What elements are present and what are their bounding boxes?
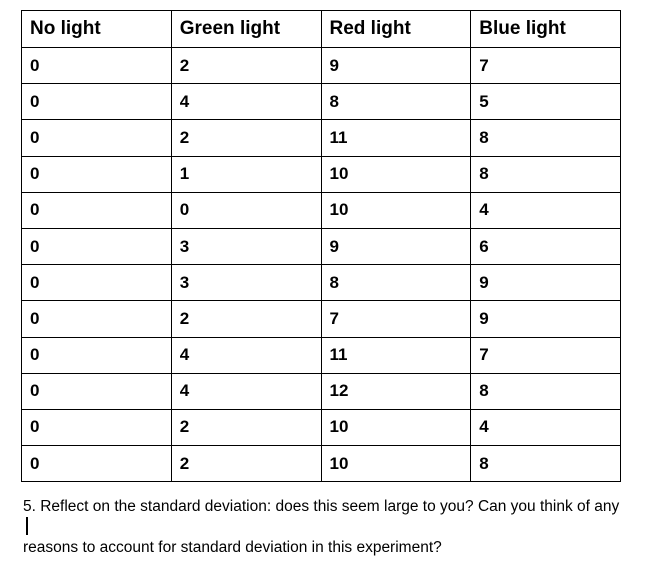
table-row — [22, 84, 621, 120]
table-row — [22, 337, 621, 373]
question-line-2: reasons to account for standard deviation in this experiment? — [23, 539, 442, 556]
table-cell: 2 — [171, 301, 321, 337]
table-cell: 1 — [171, 156, 321, 192]
column-header: Blue light — [471, 11, 621, 48]
table-cell: 11 — [321, 337, 471, 373]
table-cell: 0 — [22, 156, 172, 192]
table-cell: 4 — [171, 84, 321, 120]
table-row — [22, 156, 621, 192]
column-header: Red light — [321, 11, 471, 48]
table-cell: 8 — [471, 373, 621, 409]
table-row — [22, 48, 621, 84]
table-cell: 9 — [471, 265, 621, 301]
table-row — [22, 192, 621, 228]
table-cell: 0 — [22, 192, 172, 228]
table-cell: 8 — [471, 446, 621, 482]
table-cell: 2 — [171, 48, 321, 84]
table-cell: 7 — [471, 48, 621, 84]
table-cell: 0 — [22, 409, 172, 445]
table-row — [22, 265, 621, 301]
table-header-row — [22, 11, 621, 48]
column-header: No light — [22, 11, 172, 48]
table-row — [22, 409, 621, 445]
table-cell: 0 — [171, 192, 321, 228]
table-cell: 2 — [171, 409, 321, 445]
table-cell: 2 — [171, 120, 321, 156]
table-cell: 9 — [321, 228, 471, 264]
table-row — [22, 228, 621, 264]
table-cell: 3 — [171, 228, 321, 264]
table-cell: 9 — [471, 301, 621, 337]
table-cell: 4 — [171, 373, 321, 409]
table-cell: 0 — [22, 120, 172, 156]
table-cell: 0 — [22, 337, 172, 373]
data-table — [21, 10, 621, 482]
table-cell: 7 — [471, 337, 621, 373]
table-cell: 4 — [171, 337, 321, 373]
table-cell: 11 — [321, 120, 471, 156]
table-row — [22, 446, 621, 482]
table-cell: 4 — [471, 192, 621, 228]
table-cell: 0 — [22, 48, 172, 84]
table-cell: 0 — [22, 84, 172, 120]
table-cell: 3 — [171, 265, 321, 301]
text-cursor — [26, 517, 28, 535]
table-cell: 4 — [471, 409, 621, 445]
table-cell: 7 — [321, 301, 471, 337]
table-cell: 6 — [471, 228, 621, 264]
table-cell: 0 — [22, 228, 172, 264]
table-row — [22, 373, 621, 409]
table-cell: 0 — [22, 301, 172, 337]
table-cell: 5 — [471, 84, 621, 120]
column-header: Green light — [171, 11, 321, 48]
table-cell: 10 — [321, 409, 471, 445]
table-cell: 10 — [321, 446, 471, 482]
table-cell: 0 — [22, 446, 172, 482]
table-cell: 2 — [171, 446, 321, 482]
table-cell: 0 — [22, 265, 172, 301]
question-line-1 — [23, 497, 623, 538]
table-row — [22, 120, 621, 156]
table-cell: 8 — [321, 265, 471, 301]
table-cell: 10 — [321, 192, 471, 228]
table-cell: 8 — [471, 120, 621, 156]
table-cell: 9 — [321, 48, 471, 84]
table-cell: 10 — [321, 156, 471, 192]
table-cell: 8 — [471, 156, 621, 192]
table-cell: 12 — [321, 373, 471, 409]
question-line-1-text: 5. Reflect on the standard deviation: does this seem large to you? Can you think of any — [23, 498, 620, 515]
table-row — [22, 301, 621, 337]
table-cell: 0 — [22, 373, 172, 409]
table-cell: 8 — [321, 84, 471, 120]
question-text[interactable] — [23, 497, 623, 558]
